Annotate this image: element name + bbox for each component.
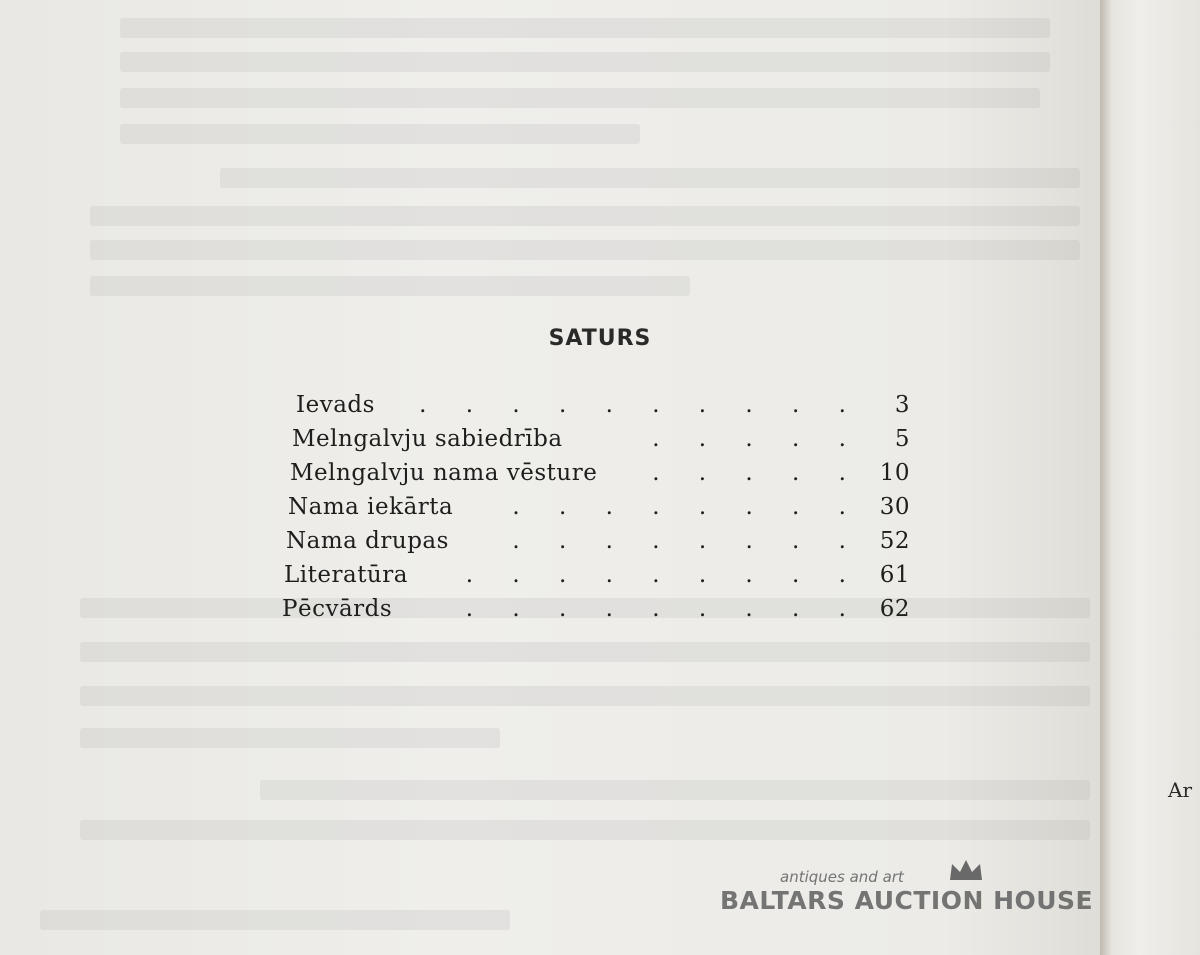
leader-dots: . . . . . — [652, 426, 862, 452]
table-of-contents — [282, 392, 922, 630]
adjacent-page — [1100, 0, 1200, 955]
bleed-through-text — [220, 168, 1080, 188]
toc-entry-label: Nama drupas — [286, 528, 449, 554]
adjacent-page-text: Ar — [1168, 778, 1193, 802]
toc-entry-label: Literatūra — [284, 562, 408, 588]
watermark-tagline: antiques and art — [780, 868, 904, 886]
toc-entry — [282, 528, 922, 562]
toc-entry — [282, 426, 922, 460]
bleed-through-text — [80, 820, 1090, 840]
bleed-through-text — [90, 240, 1080, 260]
toc-entry-page: 62 — [879, 596, 910, 622]
toc-title: SATURS — [548, 326, 652, 351]
bleed-through-text — [40, 910, 510, 930]
leader-dots: . . . . . . . . . — [465, 562, 862, 588]
toc-entry-label: Melngalvju nama vēsture — [290, 460, 598, 486]
watermark-name: BALTARS AUCTION HOUSE — [720, 886, 1094, 915]
toc-entry-page: 3 — [894, 392, 910, 418]
toc-entry-page: 52 — [879, 528, 910, 554]
toc-entry-page: 5 — [894, 426, 910, 452]
toc-entry-page: 30 — [879, 494, 910, 520]
bleed-through-text — [120, 52, 1050, 72]
bleed-through-text — [120, 124, 640, 144]
toc-entry-page: 61 — [879, 562, 910, 588]
leader-dots: . . . . . . . . . — [465, 596, 862, 622]
toc-entry-page: 10 — [879, 460, 910, 486]
leader-dots: . . . . . . . . . . — [419, 392, 862, 418]
leader-dots: . . . . . . . . — [512, 528, 862, 554]
leader-dots: . . . . . . . . — [512, 494, 862, 520]
bleed-through-text — [80, 728, 500, 748]
bleed-through-text — [90, 206, 1080, 226]
toc-entry — [282, 494, 922, 528]
bleed-through-text — [120, 18, 1050, 38]
toc-entry — [282, 460, 922, 494]
toc-entry-label: Pēcvārds — [282, 596, 393, 622]
toc-entry-label: Melngalvju sabiedrība — [292, 426, 563, 452]
toc-entry — [282, 562, 922, 596]
bleed-through-text — [80, 686, 1090, 706]
bleed-through-text — [120, 88, 1040, 108]
crown-icon — [948, 858, 984, 888]
leader-dots: . . . . . — [652, 460, 862, 486]
bleed-through-text — [260, 780, 1090, 800]
toc-entry — [282, 596, 922, 630]
toc-entry — [282, 392, 922, 426]
toc-entry-label: Ievads — [296, 392, 375, 418]
watermark-logo — [720, 858, 1120, 928]
bleed-through-text — [90, 276, 690, 296]
bleed-through-text — [80, 642, 1090, 662]
toc-entry-label: Nama iekārta — [288, 494, 454, 520]
